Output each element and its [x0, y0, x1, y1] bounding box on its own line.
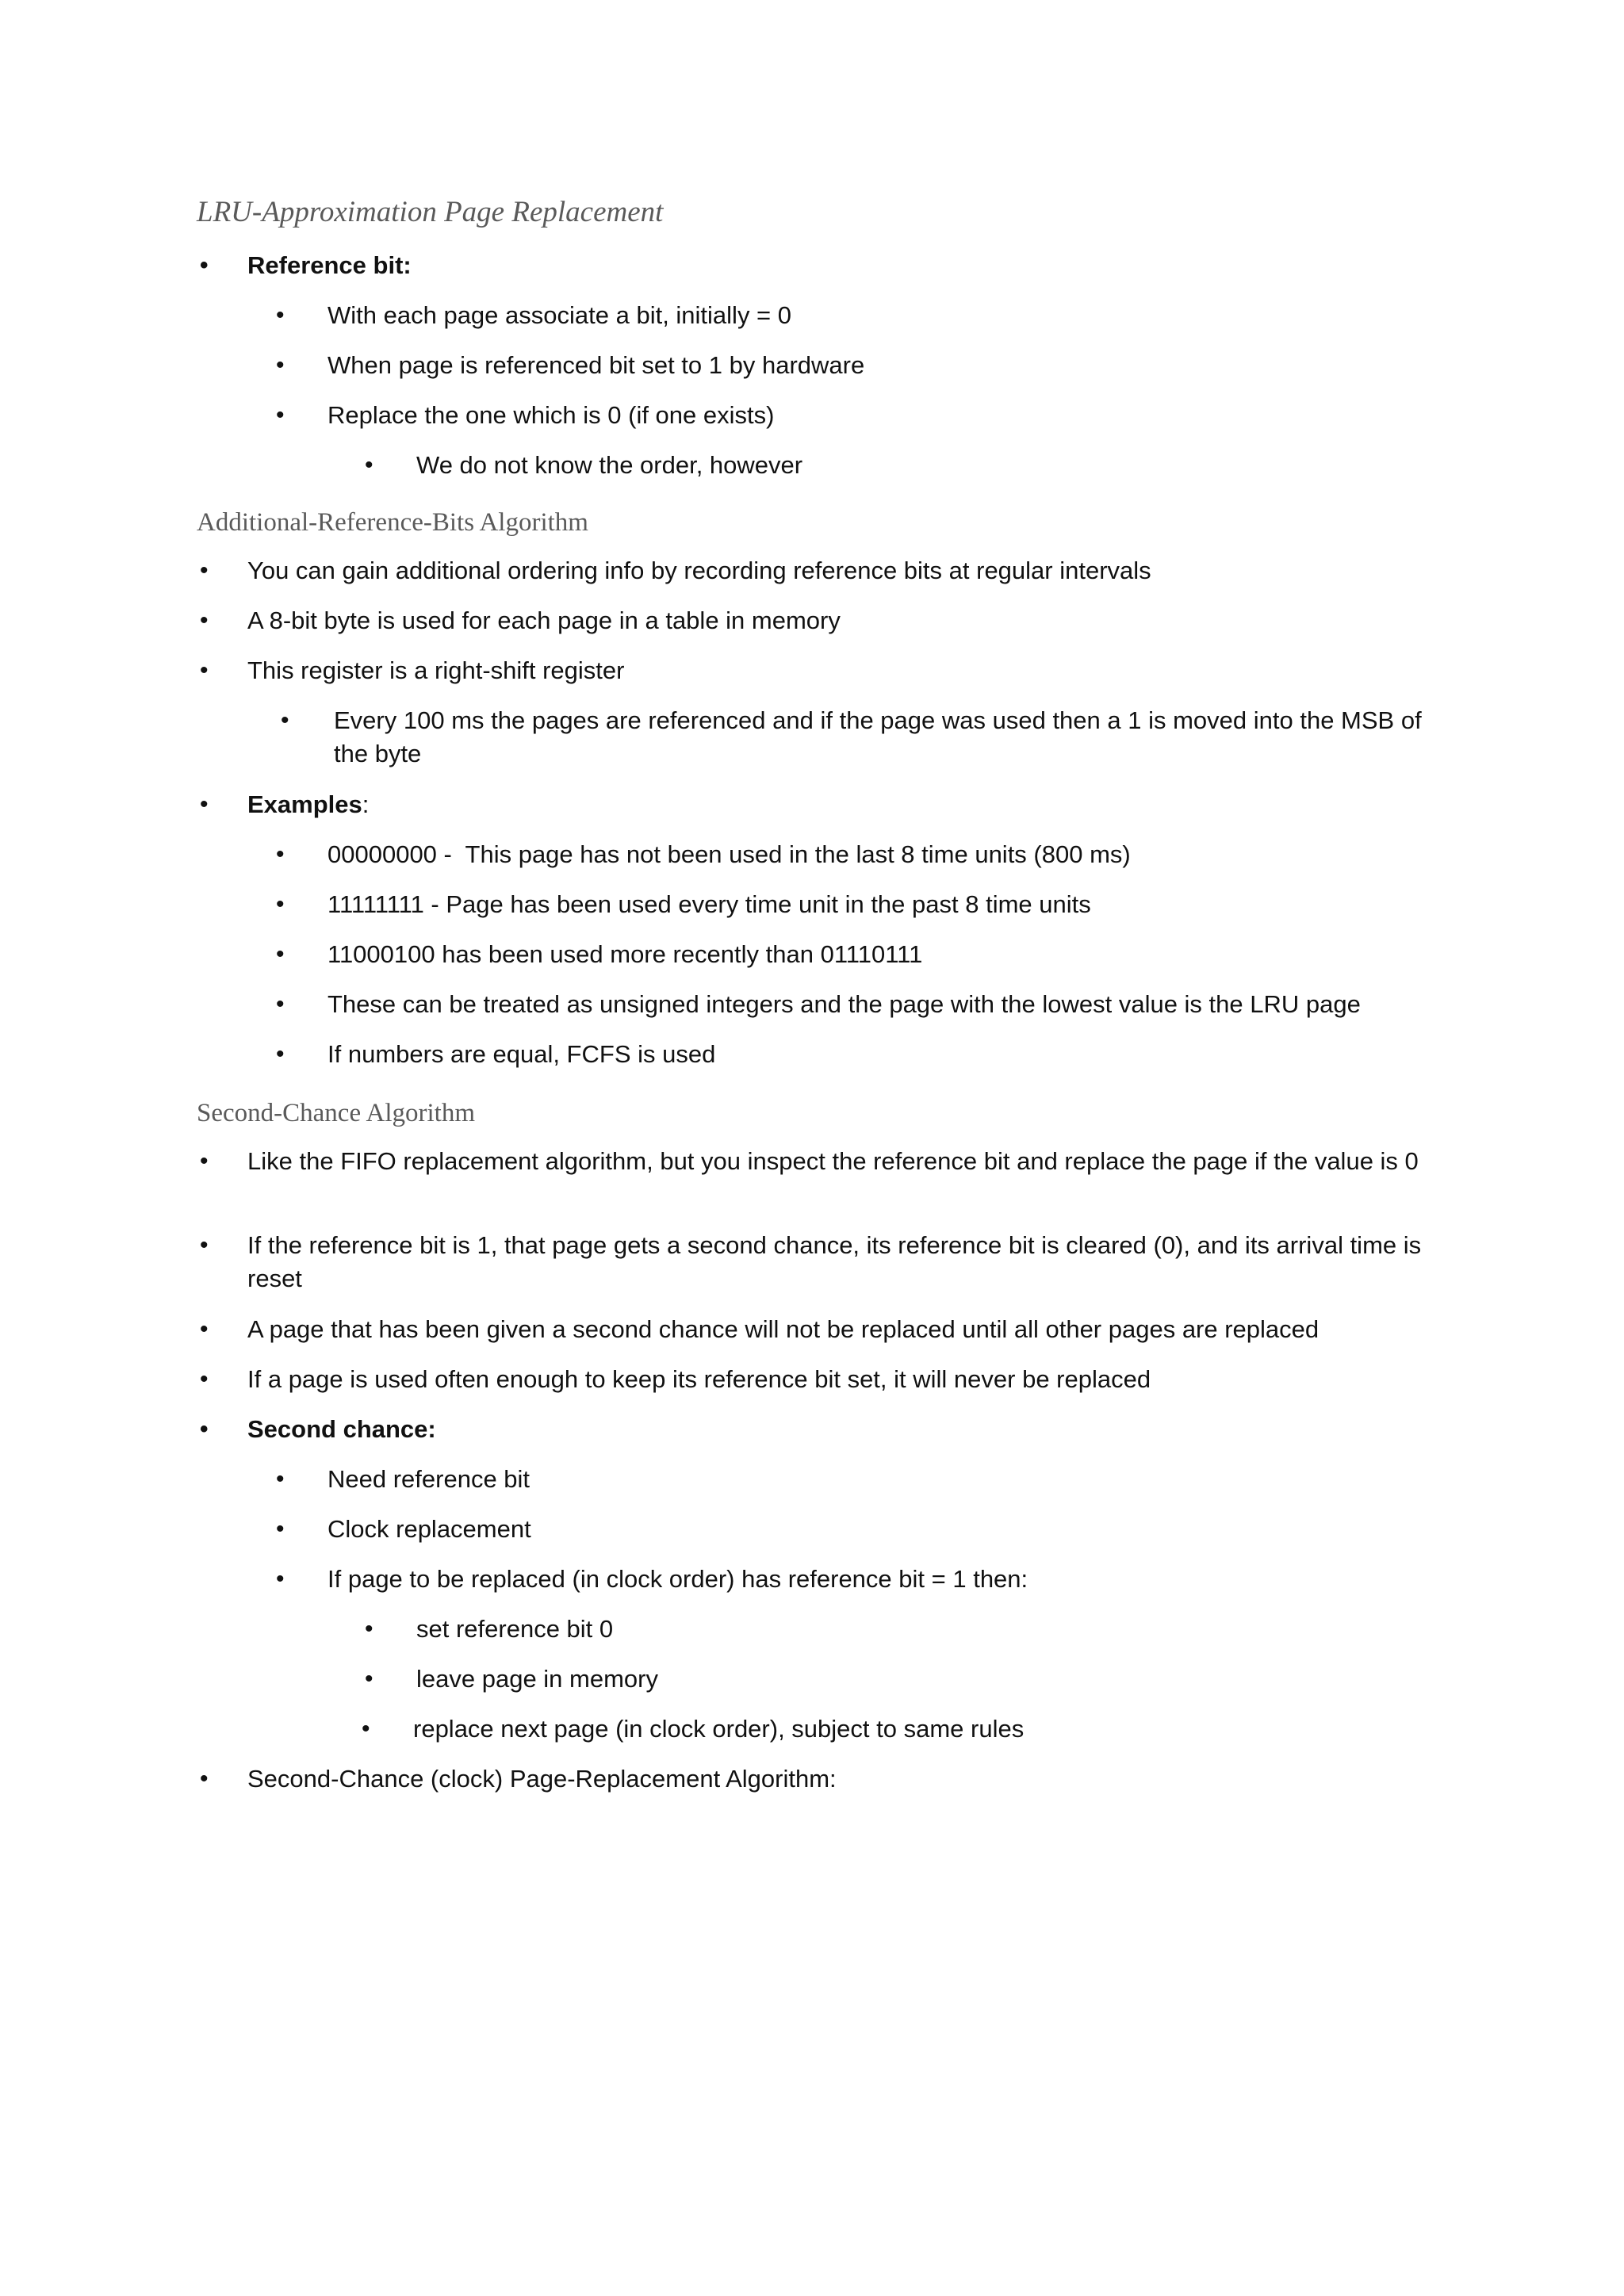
bullet-icon: •: [276, 402, 285, 428]
list-item: [362, 1712, 1444, 1746]
list-item-text: set reference bit 0: [416, 1615, 614, 1643]
list-item: [200, 1229, 1437, 1295]
bullet-icon: •: [200, 557, 209, 584]
list-item-text: Replace the one which is 0 (if one exists): [327, 401, 775, 429]
list-item-text: With each page associate a bit, initially = 0: [327, 301, 792, 329]
bullet-icon: •: [200, 1416, 209, 1442]
list-item: [200, 1363, 1437, 1396]
bullet-icon: •: [200, 657, 209, 683]
list-item-text: leave page in memory: [416, 1665, 658, 1693]
list-item: [200, 1413, 1437, 1446]
list-item-text: A 8-bit byte is used for each page in a table in memory: [247, 607, 841, 634]
bullet-icon: •: [200, 1366, 209, 1392]
list-item-text: We do not know the order, however: [416, 451, 803, 479]
list-item: [276, 988, 1446, 1021]
bullet-icon: •: [365, 1666, 373, 1692]
list-item: [200, 604, 1437, 637]
list-item: [200, 249, 1437, 282]
list-item: [276, 888, 1446, 921]
bullet-icon: •: [276, 1466, 285, 1492]
list-item: [276, 399, 1446, 432]
list-item: [200, 1762, 1437, 1796]
list-item: [276, 838, 1446, 871]
list-item: [281, 704, 1444, 771]
list-item-text: A page that has been given a second chance will not be replaced until all other pages are replaced: [247, 1315, 1320, 1343]
list-item-text: If page to be replaced (in clock order) has reference bit = 1 then:: [327, 1565, 1028, 1593]
list-item-text: If the reference bit is 1, that page gets a second chance, its reference bit is cleared (0), and its arrival time is reset: [247, 1231, 1422, 1292]
list-item-text-bold: Examples: [247, 790, 362, 818]
list-item: [365, 449, 1447, 482]
bullet-icon: •: [276, 991, 285, 1017]
list-item: [200, 788, 1437, 821]
list-item-text: When page is referenced bit set to 1 by hardware: [327, 351, 865, 379]
bullet-icon: •: [276, 302, 285, 328]
list-item-text: Like the FIFO replacement algorithm, but you inspect the reference bit and replace the page if the value is 0: [247, 1147, 1419, 1175]
bullet-icon: •: [281, 707, 289, 733]
bullet-icon: •: [200, 607, 209, 633]
list-item-text: Need reference bit: [327, 1465, 530, 1493]
list-item-text: 00000000 - This page has not been used in the last 8 time units (800 ms): [327, 840, 1131, 868]
bullet-icon: •: [276, 891, 285, 917]
list-item: [276, 1038, 1446, 1071]
list-item: [276, 1513, 1446, 1546]
list-item: [276, 1563, 1446, 1596]
list-item-text: Reference bit:: [247, 251, 412, 279]
list-item: [276, 1463, 1446, 1496]
bullet-icon: •: [276, 1566, 285, 1592]
bullet-icon: •: [276, 841, 285, 867]
heading-additional-reference-bits: Additional-Reference-Bits Algorithm: [197, 508, 588, 537]
bullet-icon: •: [365, 452, 373, 478]
bullet-icon: •: [200, 1766, 209, 1792]
list-item: [200, 654, 1437, 687]
bullet-icon: •: [200, 791, 209, 817]
bullet-icon: •: [276, 352, 285, 378]
bullet-icon: •: [276, 941, 285, 967]
list-item-text: 11111111 - Page has been used every time unit in the past 8 time units: [327, 890, 1091, 918]
list-item-text: Second chance:: [247, 1415, 436, 1443]
bullet-icon: •: [276, 1041, 285, 1067]
heading-lru-approximation: LRU-Approximation Page Replacement: [197, 196, 664, 228]
list-item: [200, 1313, 1437, 1346]
list-item-text: :: [362, 790, 370, 818]
bullet-icon: •: [200, 252, 209, 278]
bullet-icon: •: [200, 1316, 209, 1342]
list-item-text: 11000100 has been used more recently than 01110111: [327, 940, 923, 968]
list-item-text: Second-Chance (clock) Page-Replacement Algorithm:: [247, 1765, 837, 1793]
list-item: [276, 299, 1446, 332]
list-item: [200, 554, 1437, 587]
bullet-icon: •: [200, 1148, 209, 1174]
list-item-text: Every 100 ms the pages are referenced and if the page was used then a 1 is moved into the MSB of the byte: [334, 706, 1422, 767]
list-item-text: If a page is used often enough to keep its reference bit set, it will never be replaced: [247, 1365, 1151, 1393]
bullet-icon: •: [362, 1716, 370, 1742]
heading-second-chance: Second-Chance Algorithm: [197, 1099, 476, 1127]
list-item: [365, 1613, 1447, 1646]
list-item-text: replace next page (in clock order), subject to same rules: [413, 1715, 1025, 1743]
bullet-icon: •: [365, 1616, 373, 1642]
list-item: [276, 938, 1446, 971]
bullet-icon: •: [276, 1516, 285, 1542]
bullet-icon: •: [200, 1232, 209, 1258]
list-item: [365, 1663, 1447, 1696]
list-item-text: If numbers are equal, FCFS is used: [327, 1040, 716, 1068]
list-item-text: These can be treated as unsigned integers and the page with the lowest value is the LRU page: [327, 990, 1361, 1018]
list-item: [200, 1145, 1437, 1178]
list-item-text: Clock replacement: [327, 1515, 531, 1543]
list-item-text: This register is a right-shift register: [247, 656, 625, 684]
list-item-text: You can gain additional ordering info by recording reference bits at regular intervals: [247, 557, 1151, 584]
list-item: [276, 349, 1446, 382]
